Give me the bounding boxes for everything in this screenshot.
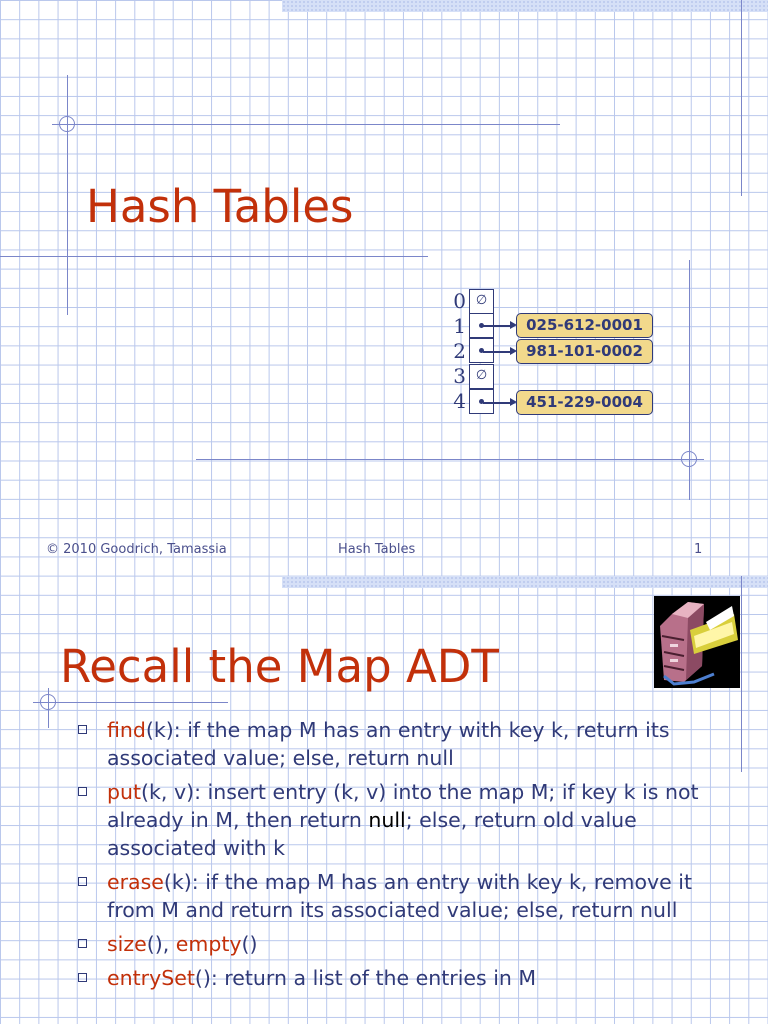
footer-title: Hash Tables [338, 542, 416, 557]
decor-line [33, 702, 228, 703]
slide-title: Recall the Map ADT [60, 640, 499, 693]
bullet-square-icon [78, 787, 87, 796]
operation-description: (k): if the map M has an entry with key k, return its associated value; else, return null [107, 718, 670, 770]
empty-set-icon: ∅ [475, 293, 488, 308]
operation-name: erase [107, 870, 164, 894]
entry-box: 451-229-0004 [516, 390, 653, 415]
crosshair-icon [681, 451, 697, 467]
crosshair-icon [40, 694, 56, 710]
keyword-null: null [368, 808, 406, 832]
bucket-index: 4 [453, 389, 466, 413]
bullet-square-icon [78, 725, 87, 734]
decor-line [196, 459, 704, 460]
decor-line [0, 256, 428, 257]
bucket-cell-empty [469, 289, 494, 314]
bullet-square-icon [78, 973, 87, 982]
decor-line [741, 576, 742, 772]
slide-title: Hash Tables [86, 180, 354, 233]
operation-name: put [107, 780, 142, 804]
bucket-index: 0 [453, 289, 466, 313]
operation-name: find [107, 718, 146, 742]
bucket-index: 1 [453, 314, 466, 338]
pointer-arrow [483, 402, 511, 404]
adt-operations-list [78, 716, 738, 998]
bucket-cell-empty [469, 364, 494, 389]
operation-description: () [241, 932, 258, 956]
decor-line [67, 75, 68, 315]
decor-line [741, 0, 742, 196]
footer-copyright: © 2010 Goodrich, Tamassia [46, 542, 227, 557]
operation-description: (): return a list of the entries in M [194, 966, 537, 990]
entry-box: 025-612-0001 [516, 313, 653, 338]
slide-map-adt [0, 576, 768, 1024]
page-number: 1 [694, 542, 703, 557]
bucket-index: 3 [453, 364, 466, 388]
list-item [78, 716, 738, 772]
top-decorative-band [282, 576, 768, 588]
operation-description: (k, v): insert entry (k, v) into the map M; if key k is not already in M, then return [107, 780, 699, 832]
operation-description: ; else, return old value associated with k [107, 808, 637, 860]
operation-description: (k): if the map M has an entry with key k, remove it from M and return its associated value; else, return null [107, 870, 693, 922]
operation-name: size [107, 932, 147, 956]
bullet-square-icon [78, 939, 87, 948]
list-item [78, 868, 738, 924]
operation-description: (), [146, 932, 176, 956]
crosshair-icon [59, 116, 75, 132]
entry-box: 981-101-0002 [516, 339, 653, 364]
bucket-index: 2 [453, 339, 466, 363]
file-cabinet-icon [654, 596, 740, 688]
decor-line [52, 124, 560, 125]
pointer-arrow [483, 351, 511, 353]
operation-name: empty [175, 932, 242, 956]
list-item [78, 964, 738, 992]
top-decorative-band [282, 0, 768, 12]
empty-set-icon: ∅ [475, 368, 488, 383]
pointer-arrow [483, 325, 511, 327]
list-item [78, 778, 738, 862]
operation-name: entrySet [107, 966, 195, 990]
bullet-square-icon [78, 877, 87, 886]
list-item [78, 930, 738, 958]
